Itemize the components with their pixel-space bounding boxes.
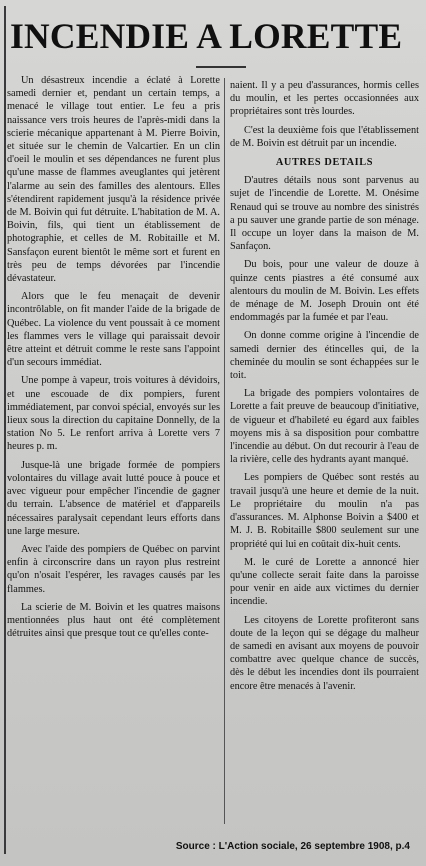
paragraph: Une pompe à vapeur, trois voitures à dévidoirs, et une escouade de dix pompiers, furent immédiatement, par convoi spécial, envoyés sur les lieux sous la direction du capitaine Donnelly, de la station No 5. Le renfort arriva à Lorette vers 7 heures p. m. (7, 375, 220, 453)
paragraph: naient. Il y a peu d'assurances, hormis celles du moulin, et les pertes occasionnées aux propriétaires sont très lourdes. (230, 80, 419, 118)
paragraph: Jusque-là une brigade formée de pompiers volontaires du village avait lutté pouce à pouce et avec vigueur pour empêcher l'incendie de gagner du terrain. L'absence de matériel et d'appareils nécessaires paralysait cependant leurs efforts dans une large mesure. (7, 459, 220, 537)
paragraph: La brigade des pompiers volontaires de Lorette a fait preuve de beaucoup d'initiative, de vigueur et d'habileté eu égard aux faibles moyens mis à sa disposition pour combattre l'incendie au début. On dut recourir à l'eau de la rivière, celle des hydrants ayant manqué. (230, 388, 419, 466)
paragraph: La scierie de M. Boivin et les quatres maisons mentionnées plus haut ont été complètement détruites ainsi que presque tout ce qu'elles conte- (7, 601, 220, 640)
headline-rule (196, 66, 246, 68)
paragraph: Les citoyens de Lorette profiteront sans doute de la leçon qui se dégage du malheur de samedi en avisant aux moyens de pouvoir combattre avec quelque chance de succès, dès le début les incendies dont ils pourraient encore être menacés à l'avenir. (230, 614, 419, 692)
clipping-border (4, 6, 6, 854)
paragraph: C'est la deuxième fois que l'établissement de M. Boivin est détruit par un incendie. (230, 124, 419, 149)
column-divider (224, 78, 225, 824)
paragraph: On donne comme origine à l'incendie de samedi dernier des étincelles qui, de la cheminée du moulin se sont échappées sur le toit. (230, 330, 419, 382)
paragraph: Un désastreux incendie a éclaté à Lorette samedi dernier et, pendant un certain temps, a menacé le village tout entier. Le feu a pris naissance vers trois heures de l'après-midi dans la scierie mécanique appartenant à M. Pierre Boivin, et située sur le chemin de Valcartier. En un clin d'oeil le moulin et ses dépendances ne furent plus qu'une masse de flammes aveuglantes qui jetèrent l'alarme au sein des familles des alentours. Elles s'étendirent rapidement jusqu'à la résidence privée de M. Boivin qui fut détruite. L'habitation de M. A. Boivin, fils, qui tient un établissement de photographie, et celles de M. Robitaille et M. Sansfaçon eurent bientôt le même sort et furent en très peu de temps dévorées par l'incendie dévastateur. (7, 75, 220, 285)
paragraph: Du bois, pour une valeur de douze à quinze cents piastres a été consumé aux alentours du moulin de M. Boivin. Les effets de ménage de M. Joseph Drouin ont été endommagés par la fumée et par l'eau. (230, 259, 419, 324)
headline: INCENDIE A LORETTE (10, 16, 403, 56)
left-column (7, 74, 220, 645)
paragraph: Alors que le feu menaçait de devenir incontrôlable, on fit mander l'aide de la brigade de Québec. La violence du vent poussait à ce moment les flammes vers le village qui paraissait devoir être atteint et détruit comme le reste sans l'appoint d'un secours immédiat. (7, 291, 220, 369)
right-column (230, 79, 419, 698)
paragraph: Les pompiers de Québec sont restés au travail jusqu'à une heure et demie de la nuit. Le propriétaire du moulin n'a pas d'assurances. M. Alphonse Boivin a $400 et M. J. B. Robitaille $800 seulement sur une propriété qui lui en coûtait dix-huit cents. (230, 472, 419, 550)
source-caption: Source : L'Action sociale, 26 septembre 1908, p.4 (175, 841, 410, 852)
paragraph: D'autres détails nous sont parvenus au sujet de l'incendie de Lorette. M. Onésime Renaud qui se trouve au nombre des sinistrés a pu sauver une grande partie de son ménage. Il occupe un loyer dans la maison de M. Sanfaçon. (230, 175, 419, 253)
paragraph: Avec l'aide des pompiers de Québec on parvint enfin à circonscrire dans un rayon plus restreint qu'on n'osait l'espérer, les ravages causés par les flammes. (7, 543, 220, 595)
paragraph: M. le curé de Lorette a annoncé hier qu'une collecte serait faite dans la paroisse pour venir en aide aux victimes du dernier incendie. (230, 556, 419, 608)
subheading: AUTRES DETAILS (275, 157, 374, 169)
